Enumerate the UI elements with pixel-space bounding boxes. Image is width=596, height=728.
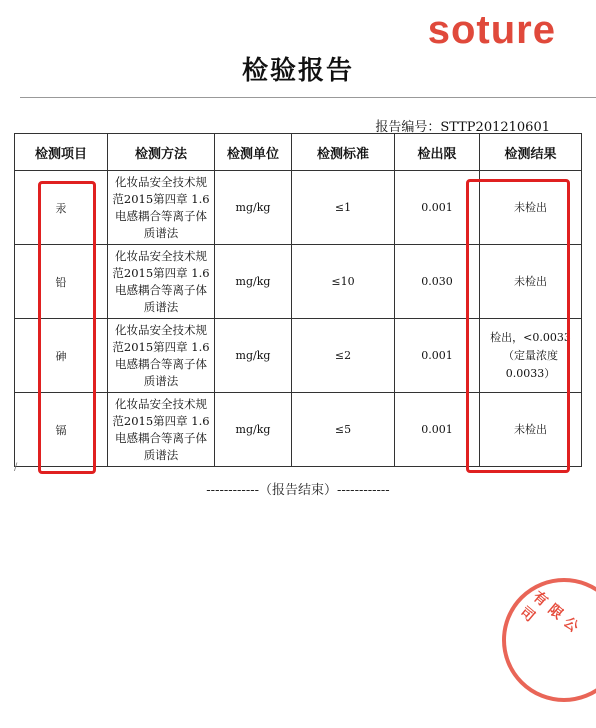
cell-unit: mg/kg bbox=[215, 171, 292, 245]
table-header-row bbox=[15, 134, 582, 171]
cell-item: 砷 bbox=[15, 319, 108, 393]
company-seal-text: 有限公司 bbox=[516, 588, 586, 640]
cell-standard: ≤1 bbox=[292, 171, 395, 245]
header-limit: 检出限 bbox=[395, 134, 480, 171]
cell-standard: ≤10 bbox=[292, 245, 395, 319]
cell-result: 未检出 bbox=[480, 171, 582, 245]
highlight-box-results bbox=[466, 179, 570, 473]
cell-item: 汞 bbox=[15, 171, 108, 245]
header-divider bbox=[20, 97, 596, 98]
cell-method: 化妆品安全技术规范2015第四章 1.6电感耦合等离子体质谱法 bbox=[108, 245, 215, 319]
report-title: 检验报告 bbox=[241, 56, 354, 86]
cell-unit: mg/kg bbox=[215, 393, 292, 467]
cell-result: 未检出 bbox=[480, 393, 582, 467]
header-result: 检测结果 bbox=[480, 134, 582, 171]
brand-logo: soture bbox=[427, 8, 556, 52]
cell-standard: ≤2 bbox=[292, 319, 395, 393]
cell-unit: mg/kg bbox=[215, 245, 292, 319]
highlight-box-items bbox=[38, 181, 96, 474]
cell-standard: ≤5 bbox=[292, 393, 395, 467]
cell-limit: 0.001 bbox=[395, 171, 480, 245]
cell-method: 化妆品安全技术规范2015第四章 1.6电感耦合等离子体质谱法 bbox=[108, 393, 215, 467]
cell-limit: 0.001 bbox=[395, 393, 480, 467]
cell-limit: 0.030 bbox=[395, 245, 480, 319]
cell-item: 镉 bbox=[15, 393, 108, 467]
header-standard: 检测标准 bbox=[292, 134, 395, 171]
cell-result: 检出，<0.0033（定量浓度0.0033） bbox=[480, 319, 582, 393]
header-method: 检测方法 bbox=[108, 134, 215, 171]
cell-method: 化妆品安全技术规范2015第四章 1.6电感耦合等离子体质谱法 bbox=[108, 319, 215, 393]
header-unit: 检测单位 bbox=[215, 134, 292, 171]
report-number: 报告编号：STTP201210601 bbox=[375, 120, 550, 135]
header-item: 检测项目 bbox=[15, 134, 108, 171]
cell-unit: mg/kg bbox=[215, 319, 292, 393]
cell-limit: 0.001 bbox=[395, 319, 480, 393]
cell-method: 化妆品安全技术规范2015第四章 1.6电感耦合等离子体质谱法 bbox=[108, 171, 215, 245]
page-mark: / bbox=[14, 462, 18, 473]
cell-item: 铅 bbox=[15, 245, 108, 319]
cell-result: 未检出 bbox=[480, 245, 582, 319]
report-end-marker: ------------（报告结束）------------ bbox=[206, 483, 390, 498]
